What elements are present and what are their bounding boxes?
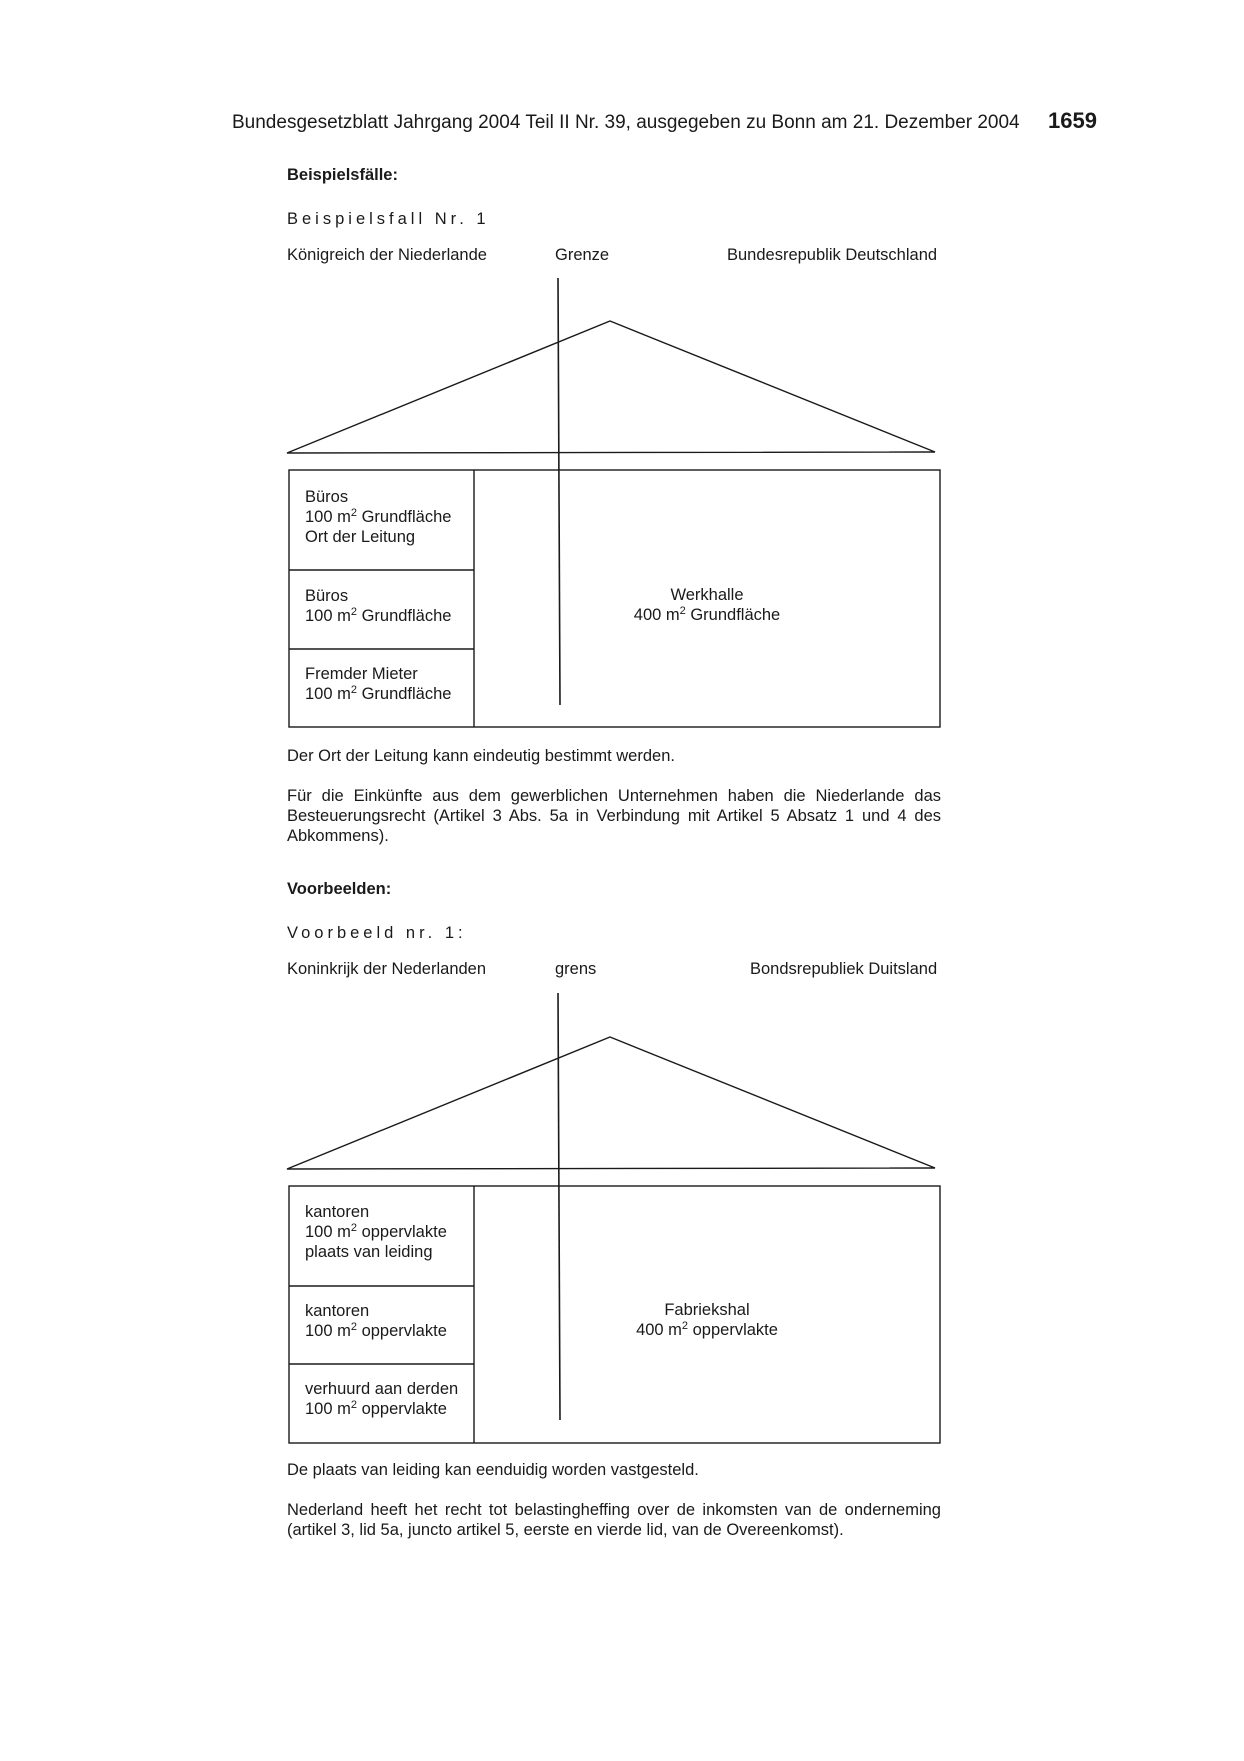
dutch-hall-area: 400 $m^2$ oppervlakte <box>636 1320 778 1339</box>
page-number: 1659 <box>1048 108 1097 133</box>
publication-title: Bundesgesetzblatt Jahrgang 2004 Teil II Nr. 39, ausgegeben zu Bonn am 21. Dezember 2004 <box>232 112 1020 133</box>
german-paragraph-2-line-1: Für die Einkünfte aus dem gewerblichen Unternehmen haben die Niederlande das <box>287 787 941 805</box>
dutch-left-country: Koninkrijk der Nederlanden <box>287 960 487 978</box>
german-tenant-area: 100 $m^2$ Grundfläche <box>305 684 452 703</box>
german-paragraph-2-line-2: Besteuerungsrecht (Artikel 3 Abs. 5a in Verbindung mit Artikel 5 Absatz 1 und 4 des <box>287 807 941 825</box>
dutch-office2-area: 100 $m^2$ oppervlakte <box>305 1321 447 1340</box>
german-office2-label: Büros <box>305 587 349 605</box>
german-office1-label: Büros <box>305 488 349 506</box>
german-building-diagram <box>0 270 1244 740</box>
dutch-case-label: Voorbeeld nr. 1: <box>287 924 467 942</box>
german-paragraph-2-line-3: Abkommens). <box>287 827 389 845</box>
german-heading: Beispielsfälle: <box>287 166 398 184</box>
dutch-paragraph-1: De plaats van leiding kan eenduidig worden vastgesteld. <box>287 1461 699 1479</box>
dutch-border-label: grens <box>555 960 597 978</box>
dutch-paragraph-2-line-1: Nederland heeft het recht tot belastingheffing over de inkomsten van de onderneming <box>287 1501 941 1519</box>
german-office1-area: 100 $m^2$ Grundfläche <box>305 507 452 526</box>
dutch-paragraph-2-line-2: (artikel 3, lid 5a, juncto artikel 5, eerste en vierde lid, van de Overeenkomst). <box>287 1521 844 1539</box>
dutch-office1-label: kantoren <box>305 1203 370 1221</box>
german-tenant-label: Fremder Mieter <box>305 665 418 683</box>
dutch-office2-label: kantoren <box>305 1302 370 1320</box>
german-office1-note: Ort der Leitung <box>305 528 416 546</box>
german-paragraph-1: Der Ort der Leitung kann eindeutig bestimmt werden. <box>287 747 675 765</box>
german-border-label: Grenze <box>555 246 610 264</box>
dutch-paragraph-2 <box>287 1500 941 1540</box>
dutch-tenant-label: verhuurd aan derden <box>305 1380 459 1398</box>
dutch-tenant-area: 100 $m^2$ oppervlakte <box>305 1399 447 1418</box>
dutch-heading: Voorbeelden: <box>287 880 392 898</box>
german-right-country: Bundesrepublik Deutschland <box>727 246 938 264</box>
german-roof <box>287 321 935 453</box>
german-paragraph-2 <box>287 786 941 846</box>
dutch-office1-area: 100 $m^2$ oppervlakte <box>305 1222 447 1241</box>
dutch-building-diagram <box>0 985 1244 1455</box>
dutch-office1-note: plaats van leiding <box>305 1243 433 1261</box>
page-header <box>0 106 1244 136</box>
german-office2-area: 100 $m^2$ Grundfläche <box>305 606 452 625</box>
german-hall-label: Werkhalle <box>670 586 744 604</box>
german-case-label: Beispielsfall Nr. 1 <box>287 210 490 228</box>
german-hall-area: 400 $m^2$ Grundfläche <box>633 605 781 624</box>
dutch-hall-label: Fabriekshal <box>664 1301 750 1319</box>
dutch-roof <box>287 1037 935 1169</box>
dutch-right-country: Bondsrepubliek Duitsland <box>750 960 938 978</box>
german-left-country: Königreich der Niederlande <box>287 246 487 264</box>
